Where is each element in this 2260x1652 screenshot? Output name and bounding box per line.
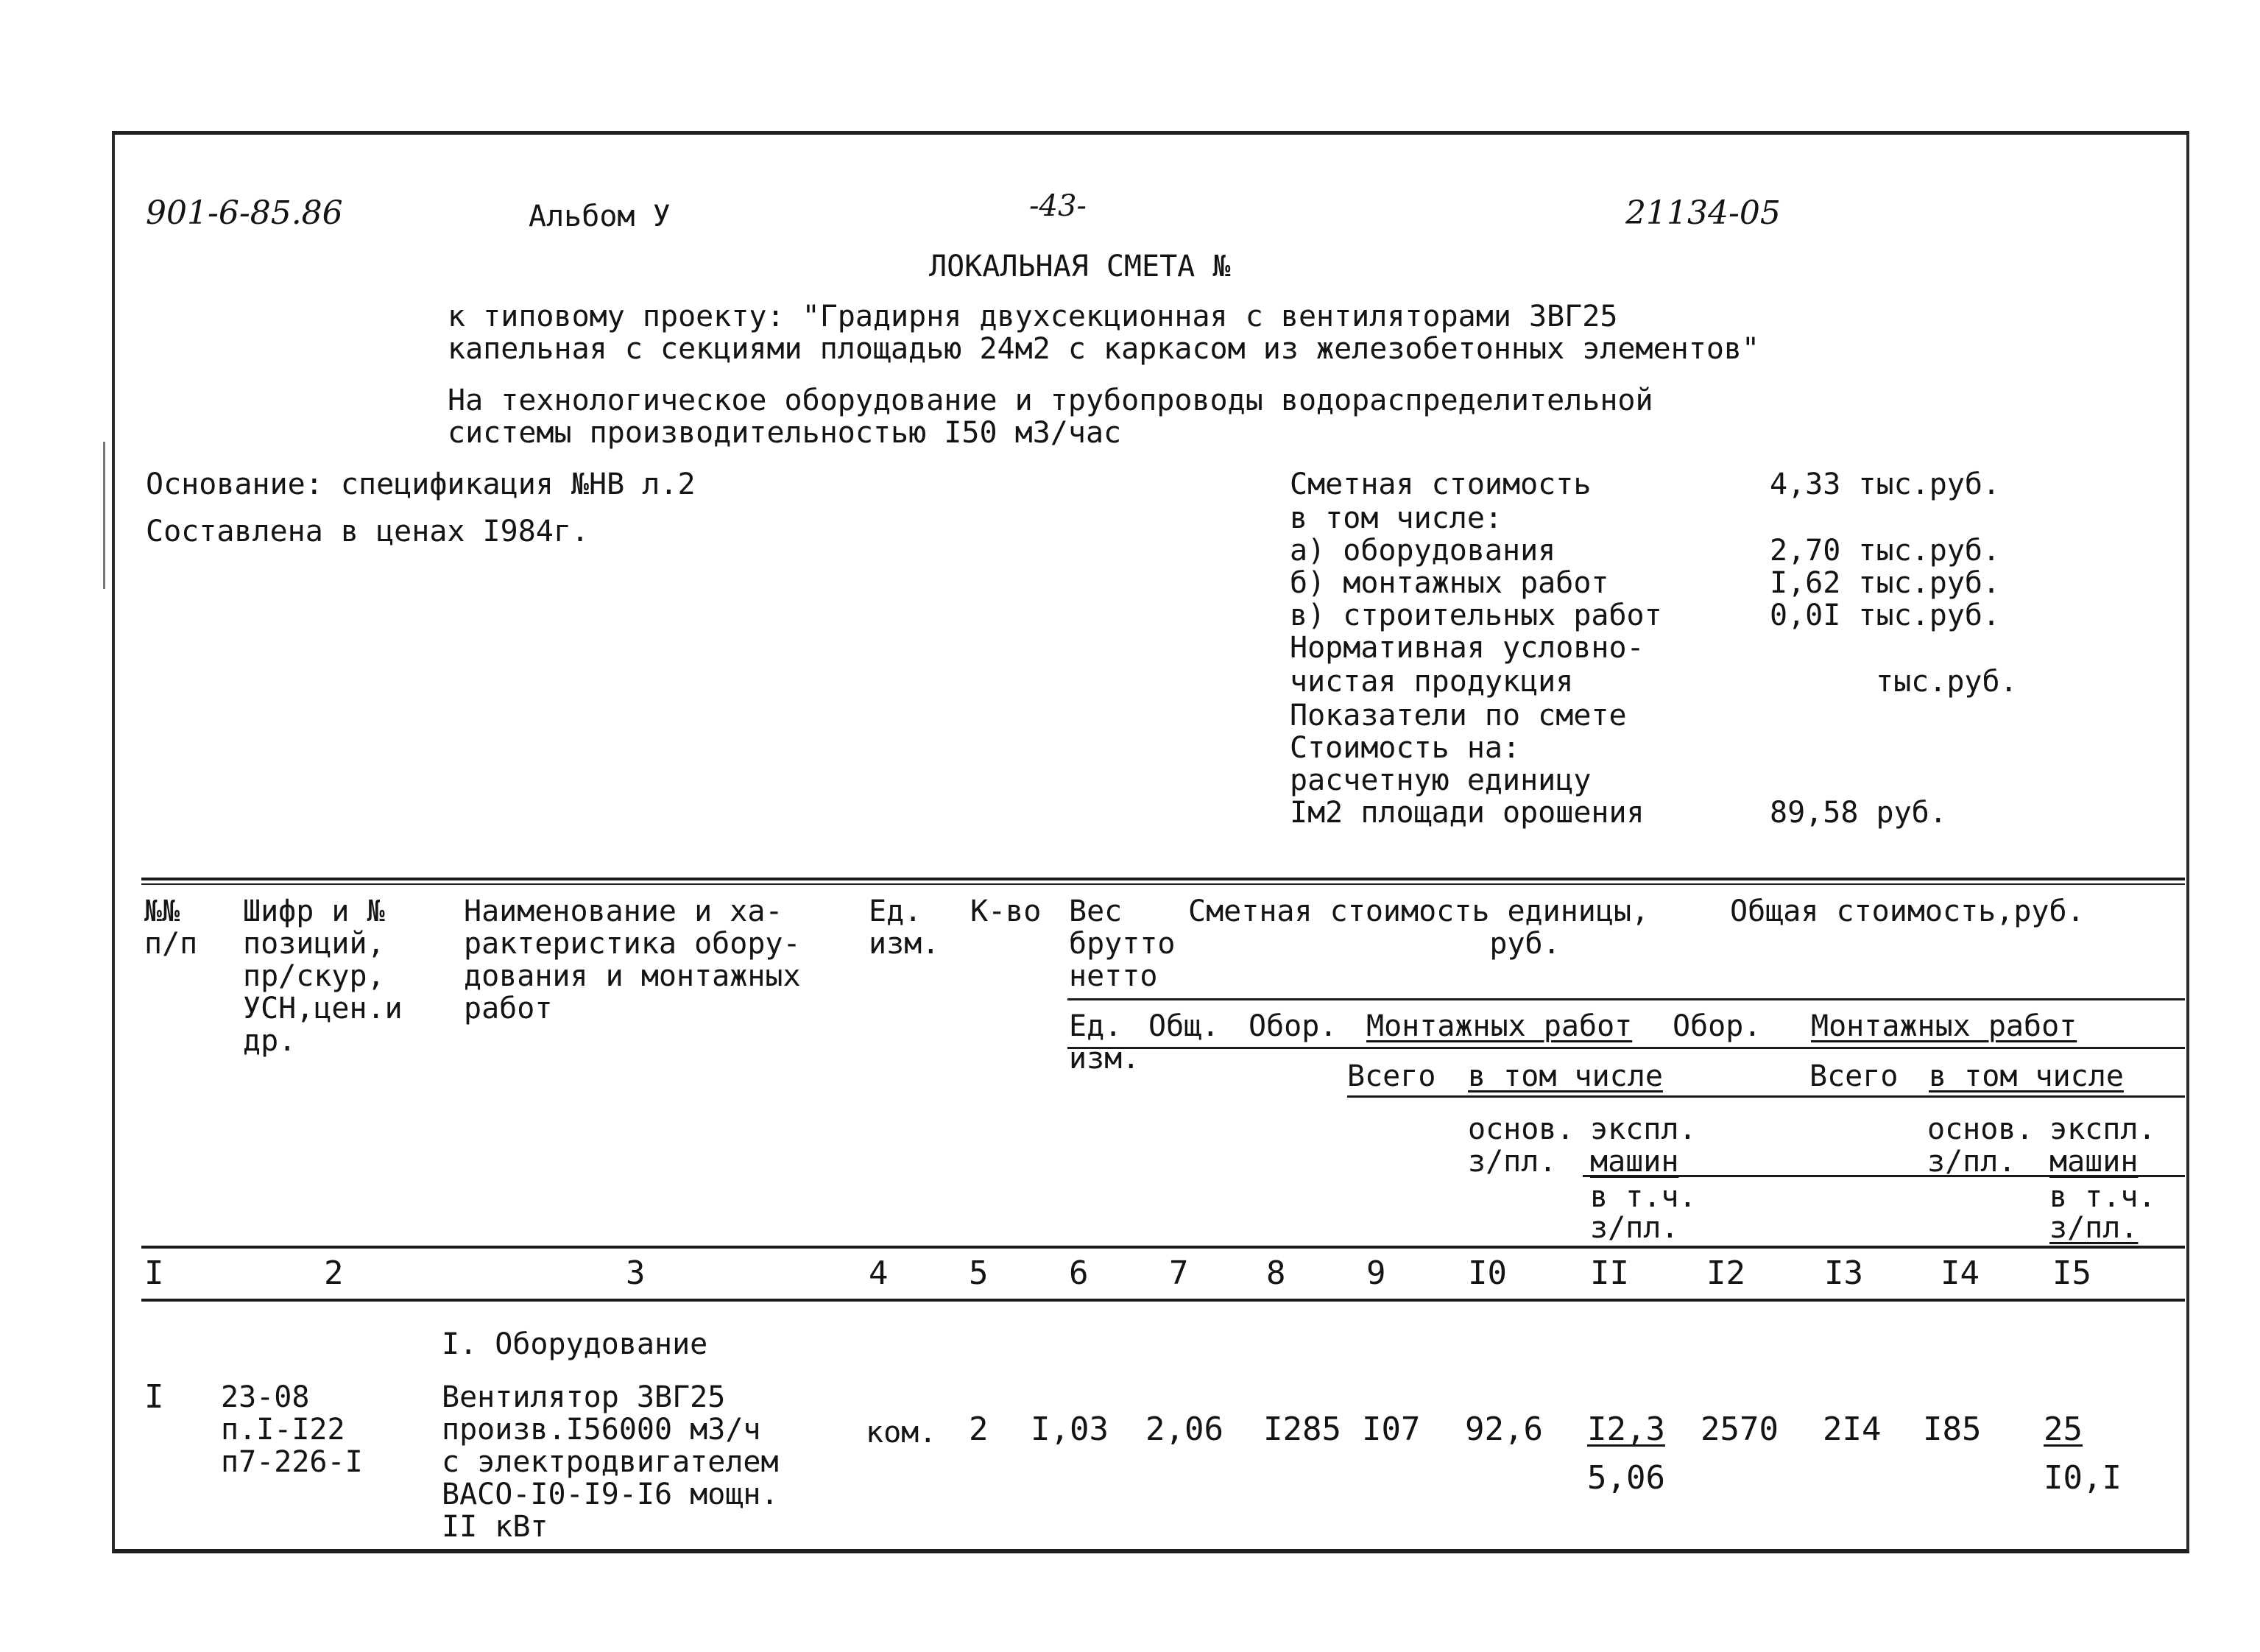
summary-value-4: I,62 тыс.руб.	[1770, 566, 2001, 600]
th-col4: Ед. изм.	[869, 894, 940, 961]
colnum-11: II	[1590, 1254, 1629, 1292]
header-rule-1	[1067, 998, 2185, 1000]
colnum-2: 2	[324, 1254, 344, 1292]
th-montazh: Монтажных работ	[1366, 1009, 1633, 1043]
th-obor-total: Обор.	[1673, 1009, 1762, 1043]
colnum-bottom-rule	[141, 1299, 2185, 1302]
colnum-9: 9	[1366, 1254, 1386, 1292]
project-line-4: системы производительностью I50 м3/час	[448, 416, 1122, 450]
row-num: I	[144, 1378, 164, 1416]
summary-value-7: тыс.руб.	[1876, 665, 2018, 699]
th-group-unit-cost: Сметная стоимость единицы, руб.	[1188, 894, 1650, 961]
th-col6: Вес брутто	[1069, 894, 1176, 961]
th-osnov-total: основ. з/пл.	[1927, 1112, 2034, 1179]
th-ekspl-total: экспл.	[2049, 1112, 2156, 1146]
colnum-8: 8	[1266, 1254, 1286, 1292]
summary-label-6: Нормативная условно-	[1290, 631, 1645, 665]
colnum-6: 6	[1069, 1254, 1089, 1292]
colnum-3: 3	[626, 1254, 646, 1292]
th-vtch: в т.ч.	[1590, 1180, 1697, 1214]
header-bottom-rule	[141, 1246, 2185, 1249]
row-name: Вентилятор 3ВГ25 произв.I56000 м3/ч с электродвигателем ВАСО-I0-I9-I6 мощн. II кВт	[442, 1380, 779, 1544]
colnum-15: I5	[2052, 1254, 2091, 1292]
summary-value-3: 2,70 тыс.руб.	[1770, 534, 2001, 568]
th-vsego-total: Всего	[1809, 1059, 1899, 1093]
summary-label-8: Показатели по смете	[1290, 699, 1627, 733]
th-vtch-total: в т.ч.	[2049, 1180, 2156, 1214]
order-code: 21134-05	[1625, 194, 1781, 232]
document-title: ЛОКАЛЬНАЯ СМЕТА №	[929, 250, 1231, 283]
th-montazh-total: Монтажных работ	[1811, 1009, 2077, 1043]
row-c11-top: I2,3	[1587, 1411, 1665, 1448]
table-top-rule-thin	[141, 883, 2185, 885]
th-obsch: Общ.	[1148, 1009, 1220, 1043]
row-c13: 2I4	[1823, 1411, 1882, 1448]
section-title: I. Оборудование	[442, 1327, 708, 1361]
summary-label-9: Стоимость на:	[1290, 731, 1521, 765]
basis-line-2: Составлена в ценах I984г.	[146, 515, 590, 548]
summary-label-3: а) оборудования	[1290, 534, 1556, 568]
summary-label-4: б) монтажных работ	[1290, 566, 1609, 600]
th-col3: Наименование и ха- рактеристика обору- дования и монтажных работ	[464, 894, 801, 1026]
th-osnov: основ. з/пл.	[1468, 1112, 1575, 1179]
th-v-tom-chisle-total: в том числе	[1929, 1059, 2124, 1093]
th-zpl-total: з/пл.	[2049, 1211, 2139, 1245]
row-qty: 2	[969, 1411, 989, 1448]
th-col6-net: нетто	[1069, 959, 1158, 993]
row-c11-bottom: 5,06	[1587, 1459, 1665, 1497]
colnum-12: I2	[1706, 1254, 1745, 1292]
summary-value-5: 0,0I тыс.руб.	[1770, 599, 2001, 632]
summary-label-1: Сметная стоимость	[1290, 467, 1592, 501]
th-v-tom-chisle: в том числе	[1468, 1059, 1663, 1093]
row-code: 23-08 п.I-I22 п7-226-I	[221, 1380, 363, 1479]
summary-label-11: Iм2 площади орошения	[1290, 796, 1645, 830]
colnum-14: I4	[1941, 1254, 1980, 1292]
th-mashin: машин	[1590, 1145, 1679, 1179]
row-c10: 92,6	[1465, 1411, 1543, 1448]
th-obor: Обор.	[1249, 1009, 1338, 1043]
row-c9: I07	[1362, 1411, 1421, 1448]
header-rule-3	[1347, 1095, 2185, 1098]
row-c12: 2570	[1701, 1411, 1779, 1448]
summary-value-1: 4,33 тыс.руб.	[1770, 467, 2001, 501]
basis-line-1: Основание: спецификация №НВ л.2	[146, 467, 696, 501]
row-c14: I85	[1923, 1411, 1982, 1448]
row-unit: ком.	[866, 1416, 937, 1450]
row-c8: I285	[1263, 1411, 1341, 1448]
th-zpl: з/пл.	[1590, 1211, 1679, 1245]
summary-label-10: расчетную единицу	[1290, 763, 1592, 797]
scan-edge-mark	[103, 442, 105, 589]
colnum-5: 5	[969, 1254, 989, 1292]
row-c15-top: 25	[2044, 1411, 2083, 1448]
row-weight-total: 2,06	[1145, 1411, 1223, 1448]
summary-label-2: в том числе:	[1290, 501, 1502, 535]
page-number: -43-	[1029, 189, 1087, 223]
th-ed-izm: Ед. изм.	[1069, 1009, 1140, 1076]
th-vsego: Всего	[1347, 1059, 1436, 1093]
table-top-rule	[141, 878, 2185, 880]
colnum-1: I	[144, 1254, 164, 1292]
th-col5: К-во	[970, 894, 1042, 928]
colnum-10: I0	[1468, 1254, 1507, 1292]
row-weight-unit: I,03	[1031, 1411, 1109, 1448]
project-line-2: капельная с секциями площадью 24м2 с каркасом из железобетонных элементов"	[448, 332, 1760, 366]
row-c15-bottom: I0,I	[2044, 1459, 2122, 1497]
th-col1: №№ п/п	[144, 894, 198, 961]
album-label: Альбом У	[529, 200, 671, 233]
colnum-4: 4	[869, 1254, 889, 1292]
th-ekspl: экспл.	[1590, 1112, 1697, 1146]
th-group-total-cost: Общая стоимость,руб.	[1730, 894, 2085, 928]
summary-label-7: чистая продукция	[1290, 665, 1574, 699]
th-mashin-total: машин	[2049, 1145, 2139, 1179]
header-rule-2	[1067, 1047, 2185, 1049]
summary-value-11: 89,58 руб.	[1770, 796, 1947, 830]
th-col2: Шифр и № позиций, пр/скур, УСН,цен.и др.	[243, 894, 403, 1058]
summary-label-5: в) строительных работ	[1290, 599, 1662, 632]
project-line-1: к типовому проекту: "Градирня двухсекционная с вентиляторами 3ВГ25	[448, 300, 1618, 333]
colnum-13: I3	[1824, 1254, 1863, 1292]
colnum-7: 7	[1169, 1254, 1189, 1292]
project-line-3: На технологическое оборудование и трубопроводы водораспределительной	[448, 384, 1653, 417]
doc-code: 901-6-85.86	[146, 194, 343, 232]
